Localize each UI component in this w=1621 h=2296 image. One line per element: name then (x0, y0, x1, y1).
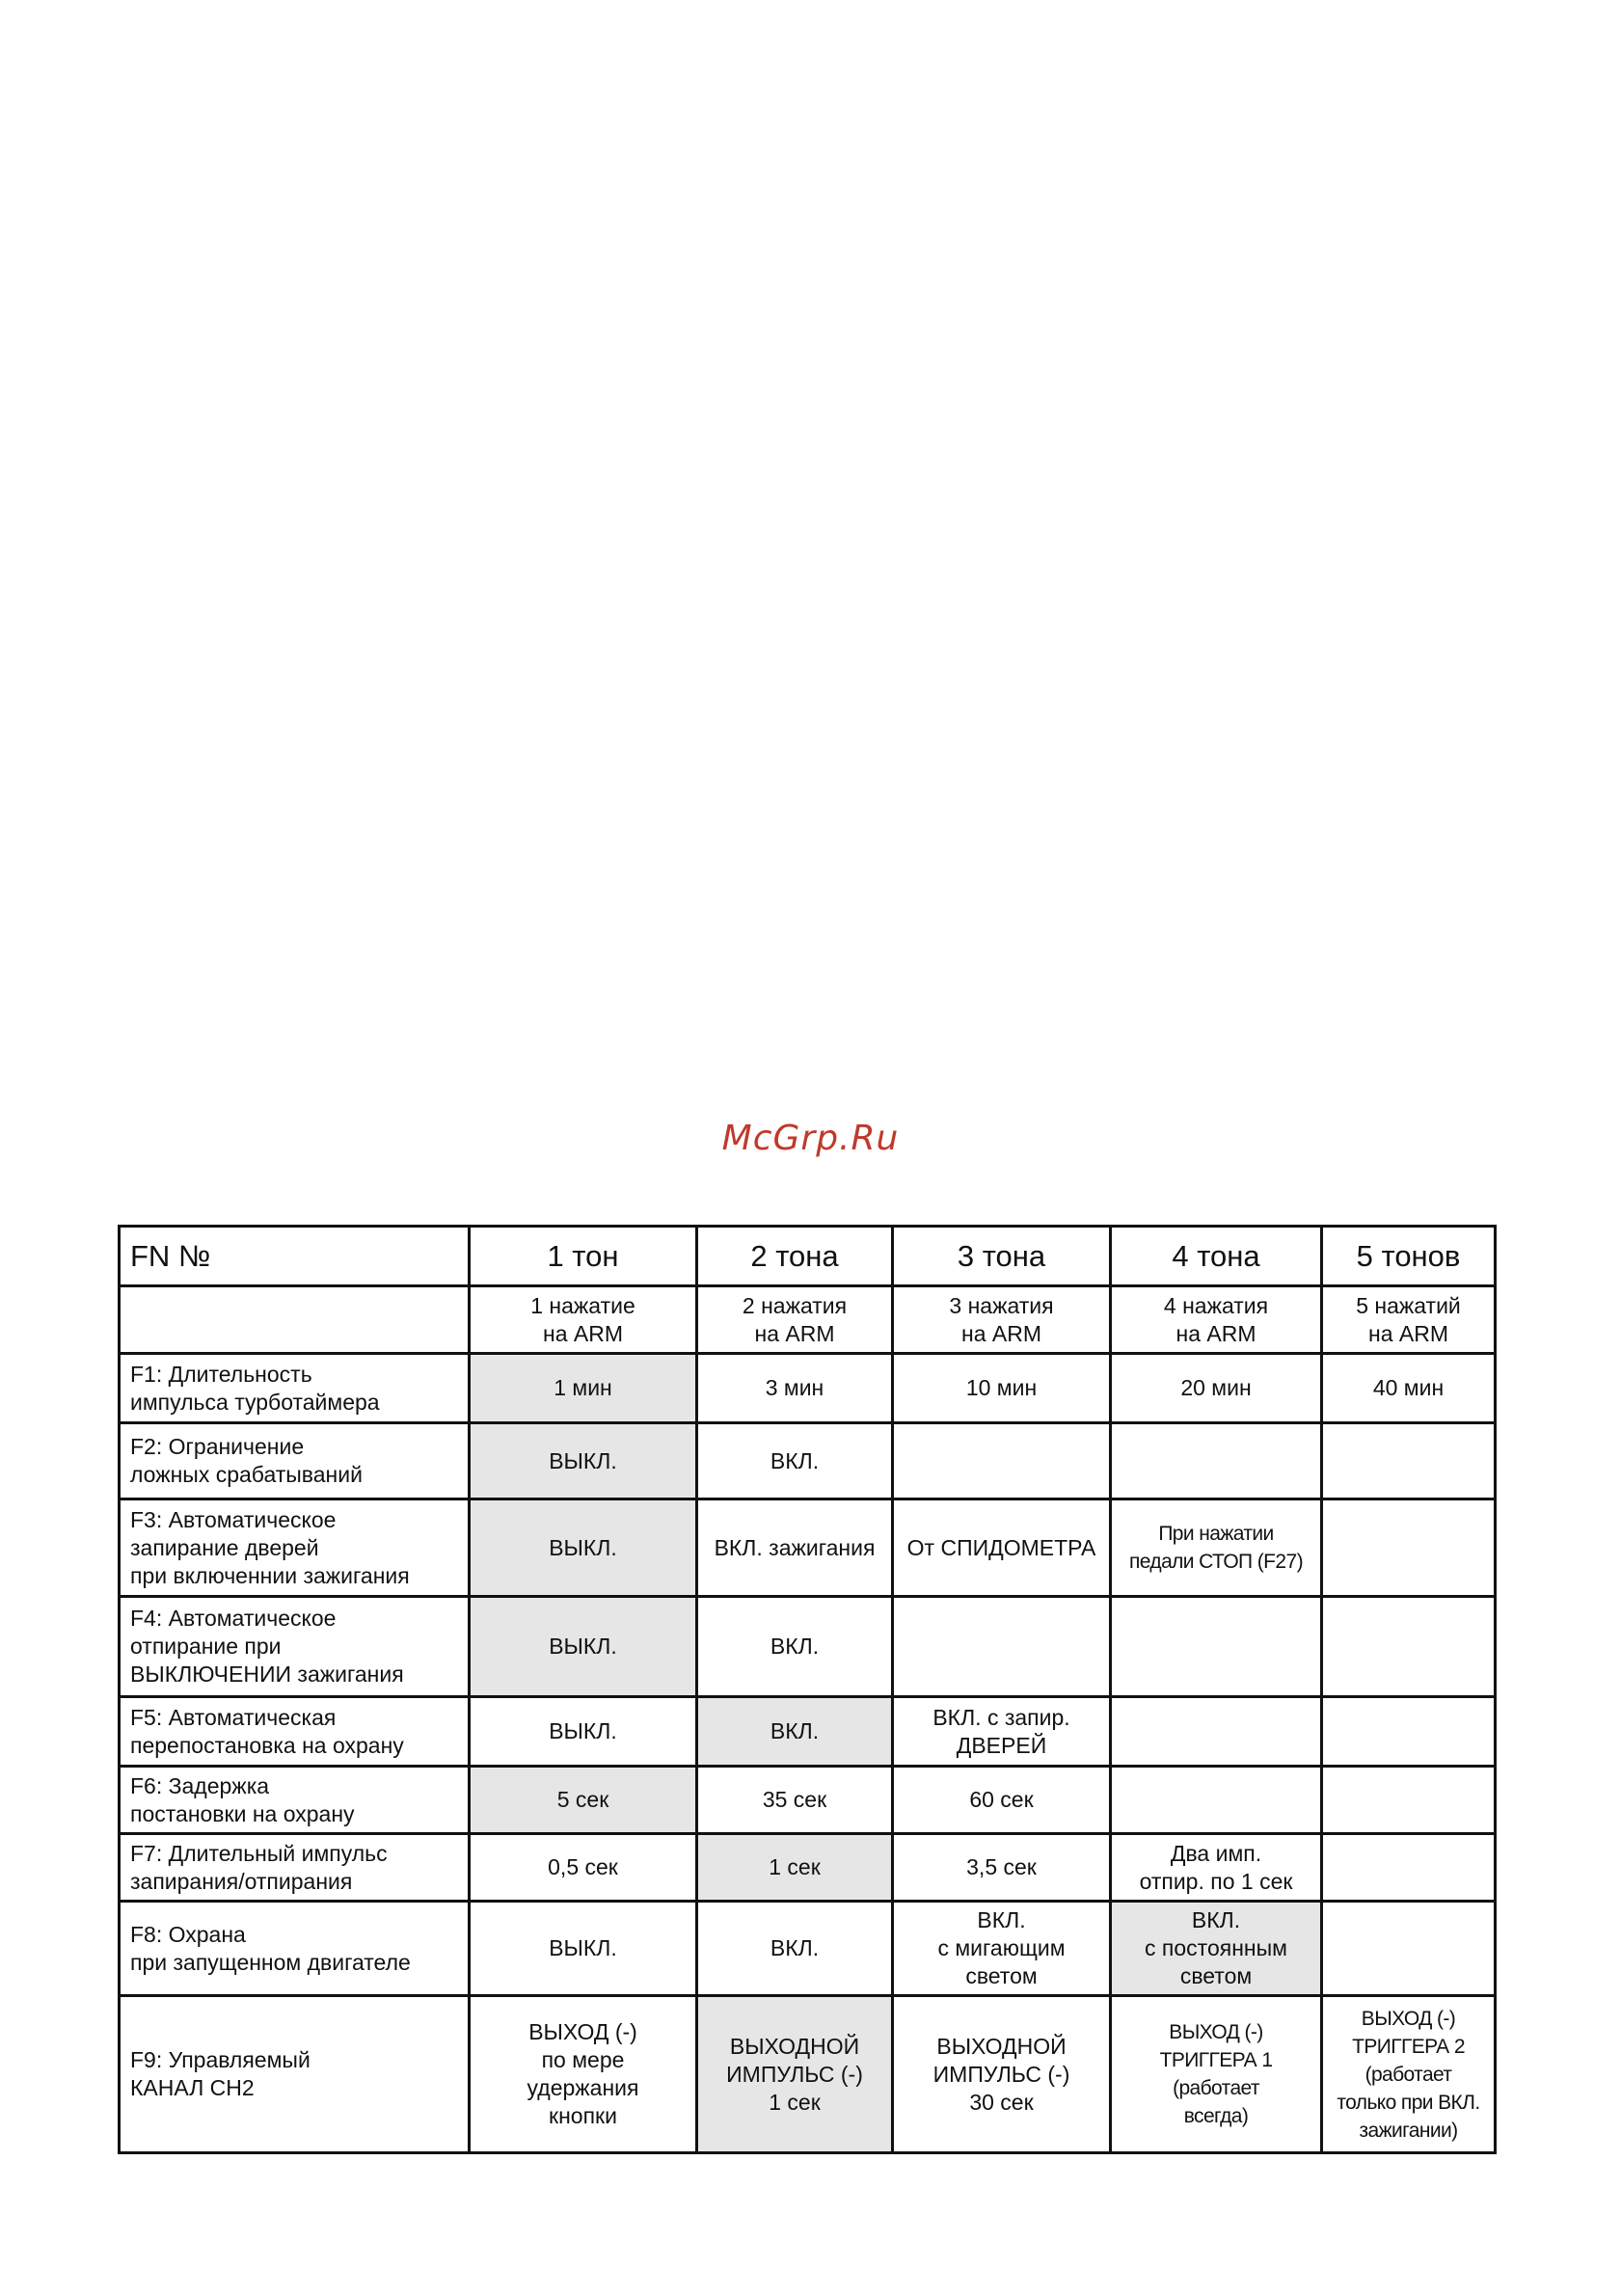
row-label: F8: Охрана при запущенном двигателе (120, 1902, 470, 1996)
table-row (120, 1996, 1496, 2153)
row-label: F1: Длительность импульса турботаймера (120, 1354, 470, 1423)
cell-tone-1: ВЫКЛ. (470, 1423, 697, 1499)
cell-tone-1: 1 мин (470, 1354, 697, 1423)
table-row (120, 1767, 1496, 1834)
table-row (120, 1697, 1496, 1767)
presses-empty (120, 1286, 470, 1354)
cell-tone-5: ВЫХОД (-) ТРИГГЕРА 2 (работает только при ВКЛ. зажигании) (1322, 1996, 1496, 2153)
cell-tone-5 (1322, 1834, 1496, 1902)
presses-1: 1 нажатие на ARM (470, 1286, 697, 1354)
row-label: F6: Задержка постановки на охрану (120, 1767, 470, 1834)
cell-tone-5 (1322, 1423, 1496, 1499)
cell-tone-2: ВКЛ. (697, 1697, 893, 1767)
presses-row (120, 1286, 1496, 1354)
cell-tone-4: 20 мин (1111, 1354, 1322, 1423)
cell-tone-3 (893, 1423, 1111, 1499)
cell-tone-2: ВКЛ. (697, 1902, 893, 1996)
cell-tone-3: 60 сек (893, 1767, 1111, 1834)
cell-tone-1: ВЫКЛ. (470, 1499, 697, 1597)
table-row (120, 1423, 1496, 1499)
function-table (118, 1225, 1497, 2154)
row-label: F2: Ограничение ложных срабатываний (120, 1423, 470, 1499)
cell-tone-5 (1322, 1597, 1496, 1697)
cell-tone-4 (1111, 1767, 1322, 1834)
table-row (120, 1834, 1496, 1902)
header-tone-5: 5 тонов (1322, 1227, 1496, 1286)
table-row (120, 1354, 1496, 1423)
cell-tone-5 (1322, 1499, 1496, 1597)
cell-tone-2: ВКЛ. (697, 1423, 893, 1499)
cell-tone-4: ВКЛ. с постоянным светом (1111, 1902, 1322, 1996)
presses-5: 5 нажатий на ARM (1322, 1286, 1496, 1354)
cell-tone-2: 3 мин (697, 1354, 893, 1423)
cell-tone-3: От СПИДОМЕТРА (893, 1499, 1111, 1597)
table-row (120, 1597, 1496, 1697)
row-label: F7: Длительный импульс запирания/отпирания (120, 1834, 470, 1902)
cell-tone-3: ВЫХОДНОЙ ИМПУЛЬС (-) 30 сек (893, 1996, 1111, 2153)
cell-tone-5 (1322, 1697, 1496, 1767)
header-tone-4: 4 тона (1111, 1227, 1322, 1286)
cell-tone-2: 35 сек (697, 1767, 893, 1834)
watermark-text: McGrp.Ru (721, 1119, 900, 1158)
header-tone-1: 1 тон (470, 1227, 697, 1286)
cell-tone-5 (1322, 1902, 1496, 1996)
cell-tone-2: ВКЛ. зажигания (697, 1499, 893, 1597)
cell-tone-1: ВЫКЛ. (470, 1902, 697, 1996)
presses-3: 3 нажатия на ARM (893, 1286, 1111, 1354)
cell-tone-4: ВЫХОД (-) ТРИГГЕРА 1 (работает всегда) (1111, 1996, 1322, 2153)
cell-tone-4 (1111, 1423, 1322, 1499)
cell-tone-4 (1111, 1597, 1322, 1697)
cell-tone-1: ВЫКЛ. (470, 1697, 697, 1767)
cell-tone-1: 5 сек (470, 1767, 697, 1834)
header-tone-2: 2 тона (697, 1227, 893, 1286)
cell-tone-1: ВЫХОД (-) по мере удержания кнопки (470, 1996, 697, 2153)
header-row (120, 1227, 1496, 1286)
cell-tone-3: ВКЛ. с запир. ДВЕРЕЙ (893, 1697, 1111, 1767)
row-label: F9: Управляемый КАНАЛ CH2 (120, 1996, 470, 2153)
presses-2: 2 нажатия на ARM (697, 1286, 893, 1354)
cell-tone-4: Два имп. отпир. по 1 сек (1111, 1834, 1322, 1902)
cell-tone-5: 40 мин (1322, 1354, 1496, 1423)
table-row (120, 1902, 1496, 1996)
cell-tone-3 (893, 1597, 1111, 1697)
cell-tone-3: ВКЛ. с мигающим светом (893, 1902, 1111, 1996)
row-label: F5: Автоматическая перепостановка на охрану (120, 1697, 470, 1767)
cell-tone-3: 3,5 сек (893, 1834, 1111, 1902)
presses-4: 4 нажатия на ARM (1111, 1286, 1322, 1354)
cell-tone-3: 10 мин (893, 1354, 1111, 1423)
row-label: F4: Автоматическое отпирание при ВЫКЛЮЧЕНИИ зажигания (120, 1597, 470, 1697)
cell-tone-2: ВЫХОДНОЙ ИМПУЛЬС (-) 1 сек (697, 1996, 893, 2153)
header-fn: FN № (120, 1227, 470, 1286)
cell-tone-2: ВКЛ. (697, 1597, 893, 1697)
cell-tone-1: ВЫКЛ. (470, 1597, 697, 1697)
cell-tone-4 (1111, 1697, 1322, 1767)
header-tone-3: 3 тона (893, 1227, 1111, 1286)
cell-tone-4: При нажатии педали СТОП (F27) (1111, 1499, 1322, 1597)
cell-tone-5 (1322, 1767, 1496, 1834)
table-row (120, 1499, 1496, 1597)
cell-tone-2: 1 сек (697, 1834, 893, 1902)
row-label: F3: Автоматическое запирание дверей при включеннии зажигания (120, 1499, 470, 1597)
cell-tone-1: 0,5 сек (470, 1834, 697, 1902)
